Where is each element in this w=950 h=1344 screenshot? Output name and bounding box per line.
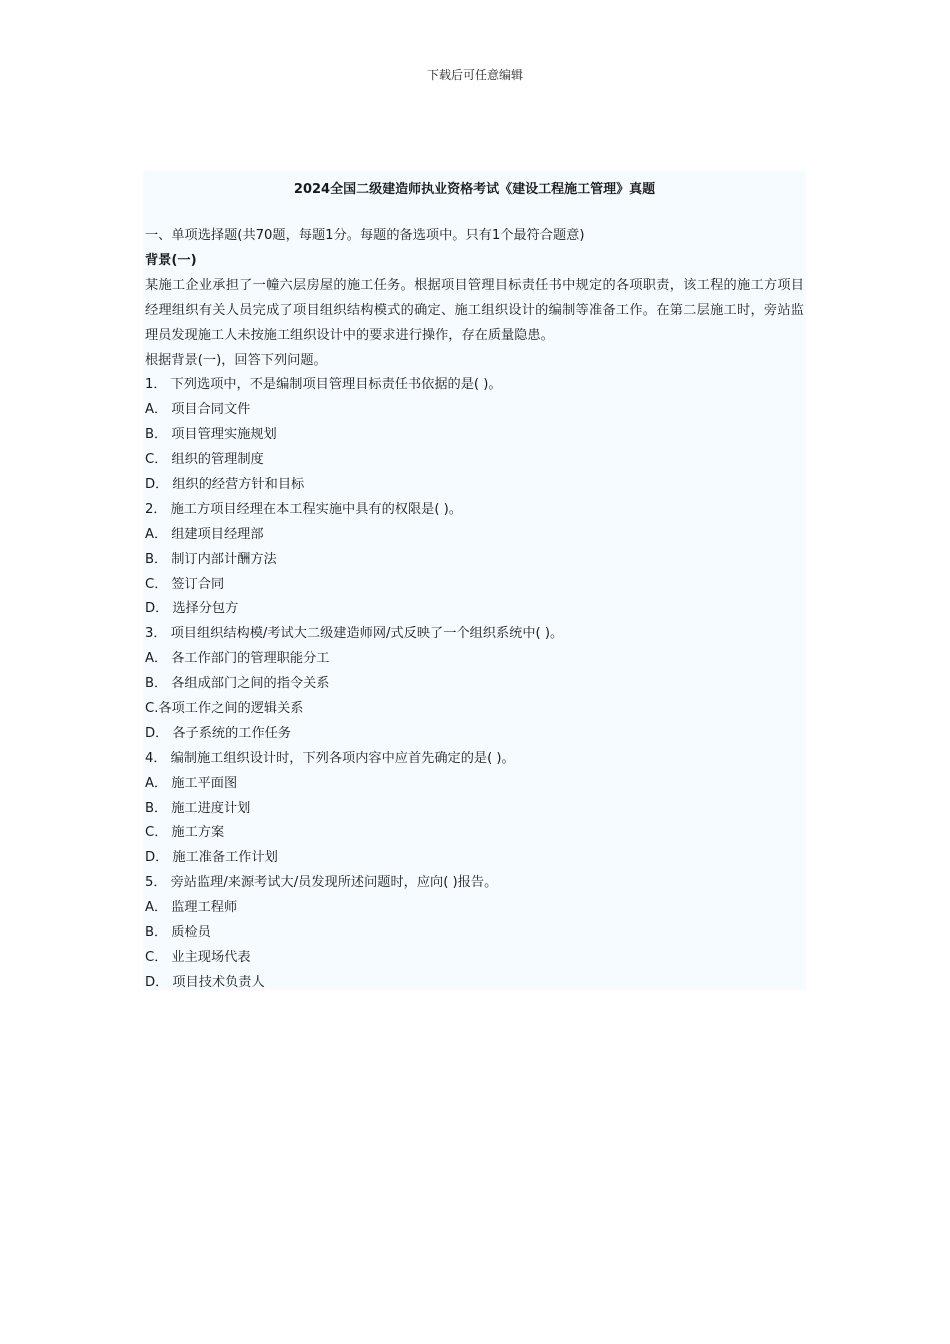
option-letter: A． — [145, 526, 168, 542]
option-4b — [145, 797, 806, 822]
option-letter: D． — [145, 601, 169, 617]
option-letter: D． — [145, 974, 169, 990]
option-5b — [145, 921, 806, 946]
option-5a — [145, 896, 806, 921]
question-5 — [145, 871, 806, 896]
instruction-text: 根据背景(一)，回答下列问题。 — [145, 352, 327, 368]
question-2 — [145, 498, 806, 523]
question-number: 3． — [145, 626, 167, 642]
option-text: 选择分包方 — [172, 601, 239, 617]
question-text: 项目组织结构模/考试大二级建造师网/式反映了一个组织系统中( )。 — [170, 626, 564, 642]
option-text: 质检员 — [171, 924, 211, 940]
document-body — [143, 171, 806, 990]
option-text: 业主现场代表 — [171, 949, 251, 965]
option-letter: C． — [145, 825, 168, 841]
question-1 — [145, 373, 806, 398]
option-text: 项目管理实施规划 — [171, 427, 277, 443]
option-1d — [145, 473, 806, 498]
option-letter: B． — [145, 924, 168, 940]
option-text: 组建项目经理部 — [171, 526, 264, 542]
option-text: 施工进度计划 — [171, 800, 251, 816]
option-4c — [145, 821, 806, 846]
question-number: 1． — [145, 377, 167, 393]
option-letter: A． — [145, 775, 168, 791]
question-3 — [145, 622, 806, 647]
option-2d — [145, 597, 806, 622]
question-number: 4． — [145, 750, 167, 766]
option-letter: D． — [145, 725, 169, 741]
option-text: 各工作部门的管理职能分工 — [171, 651, 330, 667]
question-4 — [145, 747, 806, 772]
option-letter: A． — [145, 900, 168, 916]
option-text: 项目技术负责人 — [172, 974, 265, 990]
question-text: 旁站监理/来源考试大/员发现所述问题时，应向( )报告。 — [170, 875, 498, 891]
background-paragraph: 某施工企业承担了一幢六层房屋的施工任务。根据项目管理目标责任书中规定的各项职责，该工程的施工方项目经理组织有关人员完成了项目组织结构模式的确定、施工组织设计的编制等准备工作。在第二层施工时，旁站监理员发现施工人未按施工组织设计中的要求进行操作，存在质量隐患。 — [145, 277, 804, 343]
option-text: 项目合同文件 — [171, 402, 251, 418]
option-letter: C． — [145, 576, 168, 592]
option-text: 各组成部门之间的指令关系 — [171, 676, 330, 692]
option-3d — [145, 722, 806, 747]
option-4d — [145, 846, 806, 871]
question-text: 施工方项目经理在本工程实施中具有的权限是( )。 — [170, 501, 462, 517]
option-letter: D． — [145, 476, 169, 492]
section-intro: 一、单项选择题(共70题，每题1分。每题的备选项中。只有1个最符合题意) — [145, 228, 585, 243]
option-text: 施工方案 — [171, 825, 225, 841]
option-text: 组织的经营方针和目标 — [172, 476, 305, 492]
option-3c — [145, 697, 806, 722]
option-letter: C． — [145, 452, 168, 468]
question-text: 下列选项中，不是编制项目管理目标责任书依据的是( )。 — [170, 377, 502, 393]
option-letter: B． — [145, 800, 168, 816]
option-text: 组织的管理制度 — [171, 452, 264, 468]
document-text — [143, 224, 806, 996]
option-letter: D． — [145, 850, 169, 866]
option-letter: C． — [145, 949, 168, 965]
question-number: 5． — [145, 875, 167, 891]
option-text: 各子系统的工作任务 — [172, 725, 292, 741]
option-5d — [145, 971, 806, 996]
option-2b — [145, 548, 806, 573]
option-3a — [145, 647, 806, 672]
option-text: 监理工程师 — [171, 900, 238, 916]
option-5c — [145, 946, 806, 971]
option-1c — [145, 448, 806, 473]
background-label: 背景(一) — [145, 252, 197, 268]
option-letter: B． — [145, 427, 168, 443]
option-letter: B． — [145, 676, 168, 692]
option-letter: A． — [145, 651, 168, 667]
option-3b — [145, 672, 806, 697]
option-text: 制订内部计酬方法 — [171, 551, 277, 567]
option-letter: A． — [145, 402, 168, 418]
question-text: 编制施工组织设计时，下列各项内容中应首先确定的是( )。 — [170, 750, 515, 766]
option-text: 施工准备工作计划 — [172, 850, 278, 866]
option-letter: B． — [145, 551, 168, 567]
option-text: 施工平面图 — [171, 775, 238, 791]
question-number: 2． — [145, 501, 167, 517]
option-2a — [145, 523, 806, 548]
option-2c — [145, 573, 806, 598]
option-text: 签订合同 — [171, 576, 225, 592]
option-1b — [145, 423, 806, 448]
document-title: 2024全国二级建造师执业资格考试《建设工程施工管理》真题 — [293, 182, 656, 197]
page-header-note: 下载后可任意编辑 — [426, 68, 523, 82]
option-4a — [145, 772, 806, 797]
option-letter: C. — [145, 700, 159, 716]
option-1a — [145, 398, 806, 423]
option-text: 各项工作之间的逻辑关系 — [158, 700, 304, 716]
